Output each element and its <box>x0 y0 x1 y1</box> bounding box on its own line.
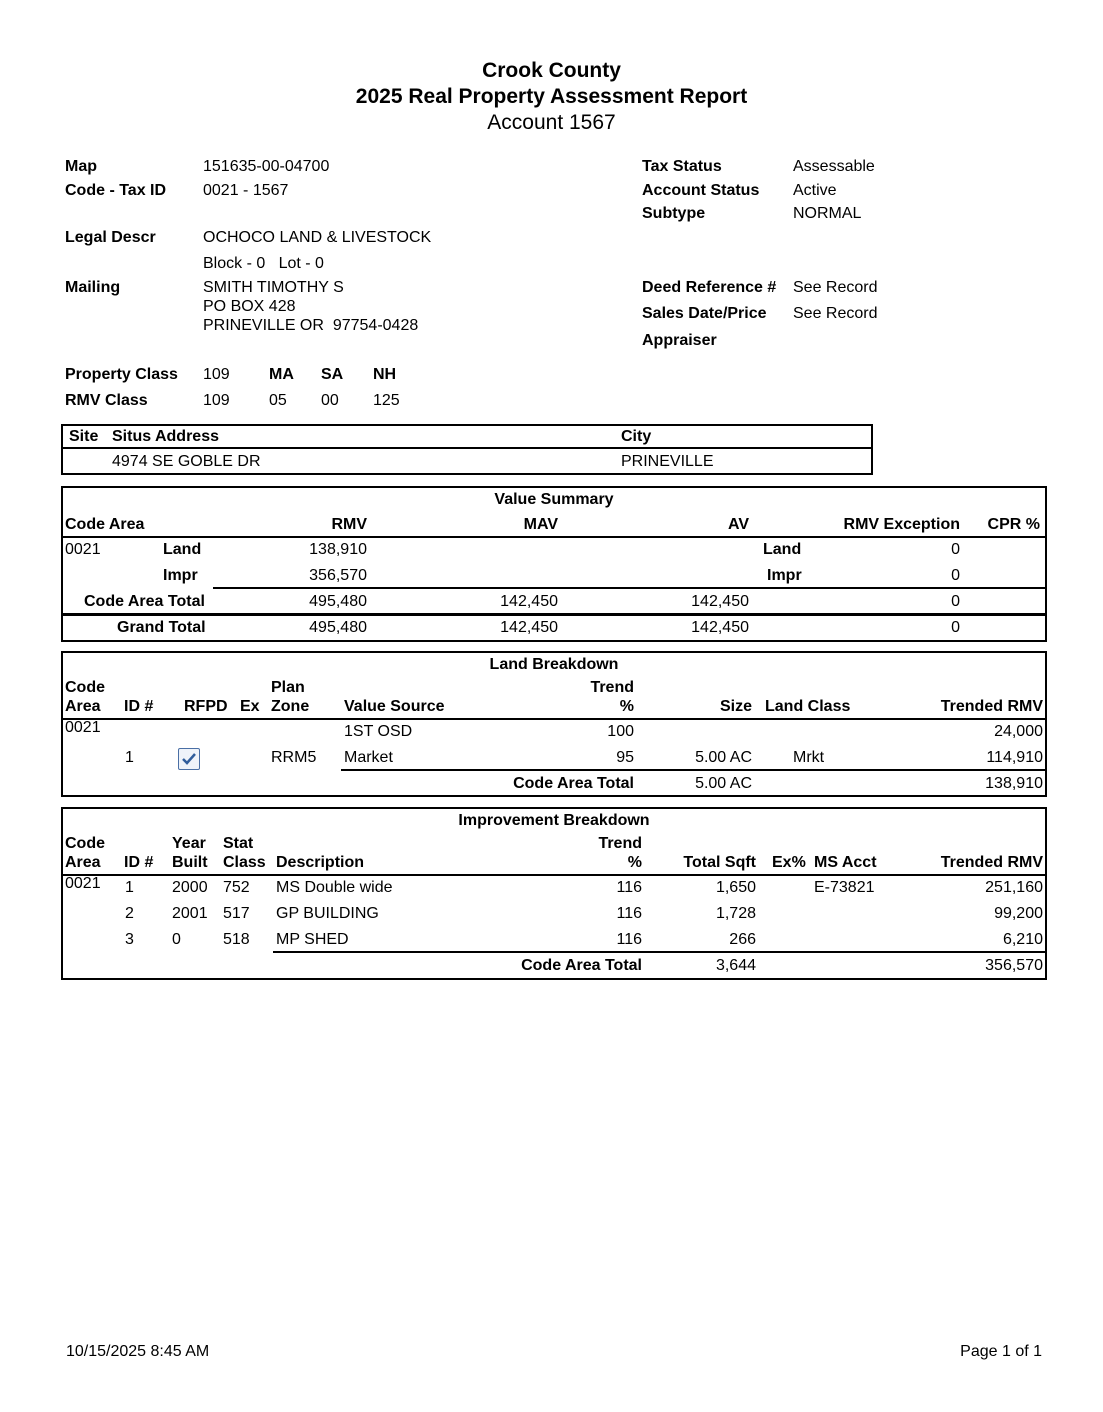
situs-divider <box>61 447 873 449</box>
ib-row2-desc: GP BUILDING <box>276 905 379 922</box>
situs-city-header: City <box>621 428 652 445</box>
ib-row2-rmv: 99,200 <box>994 905 1043 922</box>
vs-land-label: Land <box>163 541 202 558</box>
situs-city: PRINEVILLE <box>621 453 714 470</box>
situs-address: 4974 SE GOBLE DR <box>112 453 261 470</box>
property-class-value: 109 <box>203 366 230 383</box>
deed-value: See Record <box>793 279 878 296</box>
lb-row2-trend: 95 <box>616 749 634 766</box>
vs-grand-total-av: 142,450 <box>691 619 749 636</box>
lb-total-rmv: 138,910 <box>985 775 1043 792</box>
nh-label: NH <box>373 366 397 383</box>
ib-h-area: Area <box>65 854 101 871</box>
rmv-class-value: 109 <box>203 392 230 409</box>
lb-h-id: ID # <box>124 698 154 715</box>
ib-row2-id: 2 <box>125 905 134 922</box>
ib-h-built: Built <box>172 854 208 871</box>
ib-h-id: ID # <box>124 854 154 871</box>
vs-grand-total-mav: 142,450 <box>500 619 558 636</box>
account-status-label: Account Status <box>642 182 760 199</box>
situs-site-header: Site <box>69 428 99 445</box>
checkmark-icon <box>180 750 198 768</box>
ma-value: 05 <box>269 392 287 409</box>
rfpd-checkbox[interactable] <box>178 748 200 770</box>
lb-row1-rmv: 24,000 <box>994 723 1043 740</box>
lb-h-area: Area <box>65 698 101 715</box>
ib-total-rmv: 356,570 <box>985 957 1043 974</box>
ib-row3-sqft: 266 <box>729 931 756 948</box>
lb-h-size: Size <box>719 698 752 715</box>
ib-header-rule <box>61 874 1047 876</box>
ib-row2-stat: 517 <box>223 905 250 922</box>
map-value: 151635-00-04700 <box>203 158 330 175</box>
ib-row3-stat: 518 <box>223 931 250 948</box>
lb-h-rfpd: RFPD <box>184 698 228 715</box>
vs-col-code-area: Code Area <box>65 516 145 533</box>
ib-row3-rmv: 6,210 <box>1002 931 1043 948</box>
report-title: 2025 Real Property Assessment Report <box>355 85 748 108</box>
mailing-line-3: PRINEVILLE OR 97754-0428 <box>203 317 419 334</box>
improvement-breakdown-title: Improvement Breakdown <box>458 812 650 829</box>
lb-h-trended-rmv: Trended RMV <box>940 698 1043 715</box>
lb-h-land-class: Land Class <box>765 698 851 715</box>
ib-h-trended-rmv: Trended RMV <box>940 854 1043 871</box>
mailing-line-2: PO BOX 428 <box>203 298 296 315</box>
sa-label: SA <box>321 366 344 383</box>
property-class-label: Property Class <box>65 366 178 383</box>
vs-land-exception-label: Land <box>763 541 802 558</box>
ib-code-area: 0021 <box>65 875 101 892</box>
lb-h-trend-pct: % <box>619 698 634 715</box>
block-lot: Block - 0 Lot - 0 <box>203 255 324 272</box>
deed-label: Deed Reference # <box>642 279 777 296</box>
lb-row2-class: Mrkt <box>793 749 825 766</box>
legal-value: OCHOCO LAND & LIVESTOCK <box>203 229 432 246</box>
subtype-label: Subtype <box>642 205 706 222</box>
lb-row1-source: 1ST OSD <box>344 723 413 740</box>
lb-row2-source: Market <box>344 749 393 766</box>
ib-total-sqft: 3,644 <box>715 957 756 974</box>
vs-impr-label: Impr <box>163 567 198 584</box>
code-tax-label: Code - Tax ID <box>65 182 167 199</box>
ma-label: MA <box>269 366 294 383</box>
ib-h-ms-acct: MS Acct <box>814 854 877 871</box>
ib-h-total-sqft: Total Sqft <box>683 854 756 871</box>
lb-h-value-source: Value Source <box>344 698 445 715</box>
ib-row1-sqft: 1,650 <box>715 879 756 896</box>
vs-land-rmv: 138,910 <box>309 541 367 558</box>
vs-code-area-total-label: Code Area Total <box>84 593 205 610</box>
vs-code-area-total-rmv: 495,480 <box>309 593 367 610</box>
ib-h-ex: Ex% <box>772 854 806 871</box>
vs-col-rmv: RMV <box>331 516 367 533</box>
vs-impr-exception-label: Impr <box>767 567 802 584</box>
vs-header-rule <box>61 536 1047 538</box>
nh-value: 125 <box>373 392 400 409</box>
ib-h-trend: Trend <box>598 835 642 852</box>
ib-h-description: Description <box>276 854 365 871</box>
vs-col-mav: MAV <box>523 516 558 533</box>
ib-row2-sqft: 1,728 <box>715 905 756 922</box>
lb-row2-size: 5.00 AC <box>695 749 752 766</box>
lb-h-plan: Plan <box>271 679 305 696</box>
ib-h-stat: Stat <box>223 835 254 852</box>
rmv-class-label: RMV Class <box>65 392 148 409</box>
account-title: Account 1567 <box>487 111 616 134</box>
mailing-label: Mailing <box>65 279 121 296</box>
vs-impr-rmv: 356,570 <box>309 567 367 584</box>
vs-grand-total-label: Grand Total <box>117 619 206 636</box>
vs-impr-exception: 0 <box>951 567 960 584</box>
ib-row3-trend: 116 <box>616 931 642 948</box>
lb-total-size: 5.00 AC <box>695 775 752 792</box>
sales-value: See Record <box>793 305 878 322</box>
tax-status-label: Tax Status <box>642 158 722 175</box>
appraiser-label: Appraiser <box>642 332 717 349</box>
code-tax-value: 0021 - 1567 <box>203 182 289 199</box>
vs-code-area-total-av: 142,450 <box>691 593 749 610</box>
ib-row1-stat: 752 <box>223 879 250 896</box>
ib-total-label: Code Area Total <box>521 957 642 974</box>
account-status-value: Active <box>793 182 837 199</box>
lb-h-trend: Trend <box>590 679 634 696</box>
ib-row1-year: 2000 <box>172 879 208 896</box>
lb-row1-trend: 100 <box>607 723 634 740</box>
lb-code-area: 0021 <box>65 719 101 736</box>
lb-row2-rmv: 114,910 <box>986 749 1043 766</box>
subtype-value: NORMAL <box>793 205 862 222</box>
lb-header-rule <box>61 718 1047 720</box>
ib-h-year: Year <box>172 835 206 852</box>
map-label: Map <box>65 158 97 175</box>
footer-page-number: Page 1 of 1 <box>960 1343 1042 1360</box>
ib-row1-rmv: 251,160 <box>985 879 1043 896</box>
mailing-line-1: SMITH TIMOTHY S <box>203 279 344 296</box>
vs-col-rmv-exception: RMV Exception <box>843 516 960 533</box>
ib-row3-desc: MP SHED <box>276 931 349 948</box>
lb-h-zone: Zone <box>271 698 310 715</box>
ib-h-trend-pct: % <box>627 854 642 871</box>
vs-code-area-total-mav: 142,450 <box>500 593 558 610</box>
footer-timestamp: 10/15/2025 8:45 AM <box>66 1343 210 1360</box>
vs-code-area-total-exception: 0 <box>951 593 960 610</box>
ib-row3-year: 0 <box>172 931 181 948</box>
ib-row2-trend: 116 <box>616 905 642 922</box>
vs-grand-rule <box>61 613 1047 616</box>
ib-h-class: Class <box>223 854 266 871</box>
value-summary-title: Value Summary <box>494 491 614 508</box>
ib-row2-year: 2001 <box>172 905 208 922</box>
vs-code-area: 0021 <box>65 541 101 558</box>
land-breakdown-title: Land Breakdown <box>489 656 619 673</box>
ib-row1-ms-acct: E-73821 <box>814 879 875 896</box>
vs-grand-total-exception: 0 <box>951 619 960 636</box>
vs-col-cpr: CPR % <box>987 516 1040 533</box>
ib-row1-id: 1 <box>125 879 134 896</box>
lb-total-rule <box>341 769 1047 771</box>
lb-h-ex: Ex <box>240 698 260 715</box>
lb-total-label: Code Area Total <box>513 775 634 792</box>
situs-address-header: Situs Address <box>112 428 219 445</box>
ib-row3-id: 3 <box>125 931 134 948</box>
tax-status-value: Assessable <box>793 158 875 175</box>
vs-land-exception: 0 <box>951 541 960 558</box>
lb-h-code: Code <box>65 679 105 696</box>
lb-row2-zone: RRM5 <box>271 749 317 766</box>
vs-col-av: AV <box>727 516 749 533</box>
vs-subtotal-rule <box>213 587 1047 589</box>
legal-label: Legal Descr <box>65 229 156 246</box>
county-title: Crook County <box>482 59 621 82</box>
vs-grand-total-rmv: 495,480 <box>309 619 367 636</box>
ib-row1-trend: 116 <box>616 879 642 896</box>
ib-total-rule <box>273 951 1047 953</box>
ib-row1-desc: MS Double wide <box>276 879 393 896</box>
lb-row2-id: 1 <box>125 749 134 766</box>
ib-h-code: Code <box>65 835 105 852</box>
sa-value: 00 <box>321 392 339 409</box>
sales-label: Sales Date/Price <box>642 305 767 322</box>
